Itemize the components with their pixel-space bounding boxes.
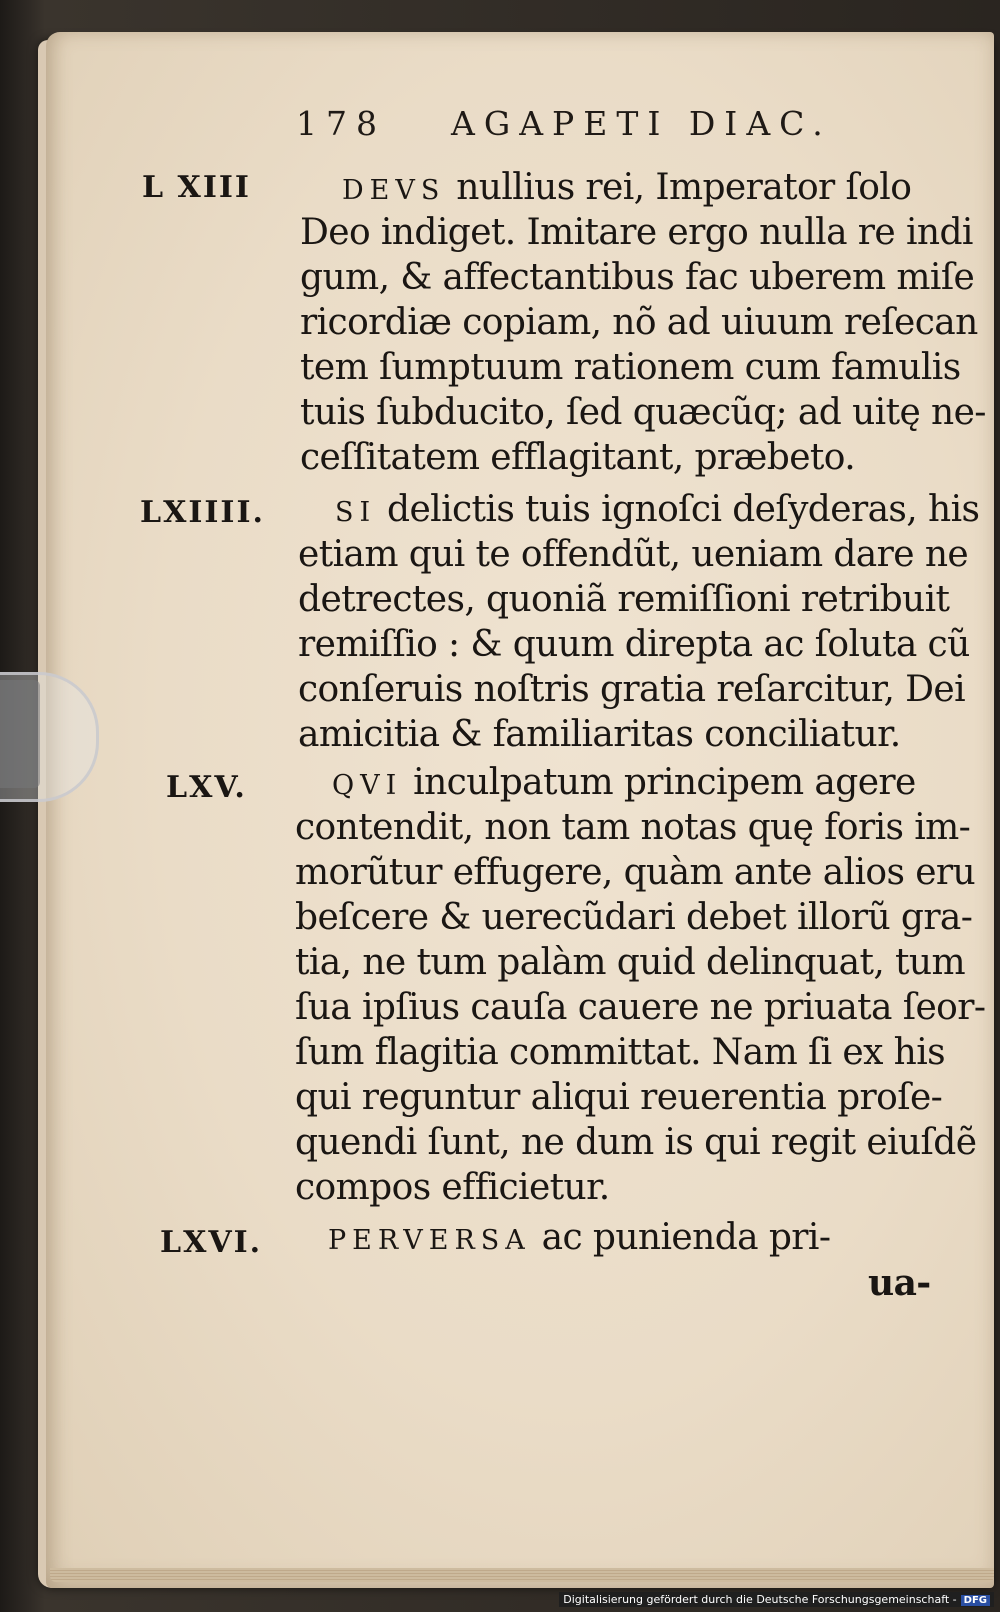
text-line: beſcere & uerecũdari debet illorũ gra- xyxy=(295,897,973,938)
text-line: detrectes, quoniã remiſſioni retribuit xyxy=(298,579,950,620)
section-numeral: LXVI. xyxy=(160,1225,263,1260)
catchword: ua- xyxy=(868,1262,931,1304)
text-line: contendit, non tam notas quę foris im- xyxy=(295,807,971,848)
section-numeral: LXIIII. xyxy=(140,495,265,530)
text-line: gum, & affectantibus fac uberem miſe xyxy=(300,257,975,298)
text-line: tia, ne tum palàm quid delinquat, tum xyxy=(295,942,965,983)
text-line: qui reguntur aliqui reuerentia proſe- xyxy=(295,1077,943,1118)
text-line: ceſſitatem efflagitant, præbeto. xyxy=(300,437,856,478)
text-line: ſua ipſius cauſa cauere ne priuata ſeor- xyxy=(295,987,986,1028)
text-line: DEVS nullius rei, Imperator ſolo xyxy=(342,167,912,208)
text-line: SI delictis tuis ignoſci deſyderas, his xyxy=(335,489,980,530)
text-line: compos efficietur. xyxy=(295,1167,610,1208)
page-edges xyxy=(50,1568,994,1582)
running-header xyxy=(296,104,832,143)
text-line: morũtur effugere, quàm ante alios eru xyxy=(295,852,976,893)
text-line: Deo indiget. Imitare ergo nulla re indi xyxy=(300,212,973,253)
text-line: amicitia & familiaritas conciliatur. xyxy=(298,714,901,755)
text-line: tem ſumptuum rationem cum famulis xyxy=(300,347,961,388)
section-numeral: LXV. xyxy=(166,770,247,805)
text-line: conſeruis noſtris gratia reſarcitur, Dei xyxy=(298,669,966,710)
text-line: PERVERSA ac punienda pri- xyxy=(328,1217,831,1258)
section-numeral: L XIII xyxy=(142,170,251,205)
text-line: ſum flagitia committat. Nam ſi ex his xyxy=(295,1032,946,1073)
text-line: tuis ſubducito, ſed quæcũq; ad uitę ne- xyxy=(300,392,986,433)
credit-text: Digitalisierung gefördert durch die Deutsche Forschungsgemeinschaft - xyxy=(563,1593,957,1606)
page-number: 178 xyxy=(296,104,386,143)
text-line: remiſſio : & quum direpta ac ſoluta cũ xyxy=(298,624,970,665)
text-line: quendi ſunt, ne dum is qui regit eiuſdẽ xyxy=(295,1122,977,1163)
dfg-logo-icon: DFG xyxy=(961,1595,990,1606)
text-line: QVI inculpatum principem agere xyxy=(332,762,916,803)
text-line: ricordiæ copiam, nõ ad uiuum reſecan xyxy=(300,302,978,343)
digitization-credit xyxy=(559,1592,994,1607)
text-line: etiam qui te offendũt, ueniam dare ne xyxy=(298,534,969,575)
running-title: AGAPETI DIAC. xyxy=(451,104,832,143)
